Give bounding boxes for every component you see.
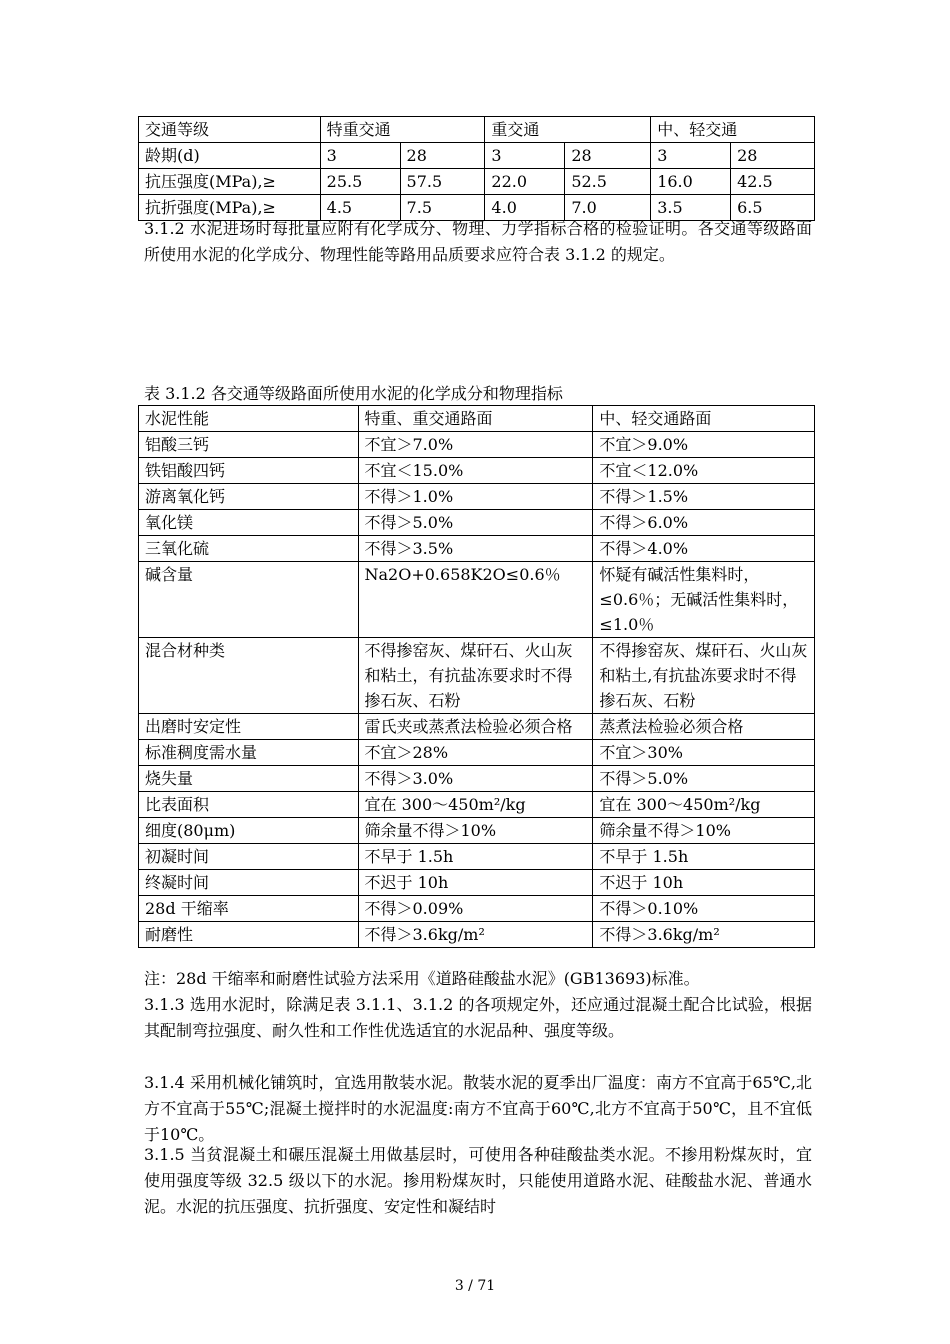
page-number: 3 / 71 [454,1278,496,1294]
table-row [139,458,815,484]
table-cell: 不得＞1.0% [358,484,593,510]
table-cell: 25.5 [320,169,400,195]
table-row [139,510,815,536]
table-row [139,870,815,896]
table-cell: 3 [651,143,731,169]
table-cell: 不宜＞28% [358,740,593,766]
table-cell: 不得＞1.5% [593,484,815,510]
table-cell: 烧失量 [139,766,359,792]
table-cell: 重交通 [485,117,651,143]
table-cell: 6.5 [731,195,815,221]
table-cell: 特重交通 [320,117,485,143]
table-row [139,740,815,766]
table-note: 注：28d 干缩率和耐磨性试验方法采用《道路硅酸盐水泥》(GB13693)标准。 [144,969,700,988]
table-cell: 22.0 [485,169,565,195]
table-row [139,766,815,792]
table-cell: 不宜＞30% [593,740,815,766]
table-cell: 蒸煮法检验必须合格 [593,714,815,740]
table-cell: 宜在 300～450m²/kg [358,792,593,818]
table-row [139,143,815,169]
table-cell: 铁铝酸四钙 [139,458,359,484]
table-cell: 不得＞5.0% [593,766,815,792]
table-caption: 表 3.1.2 各交通等级路面所使用水泥的化学成分和物理指标 [144,384,563,403]
table-row [139,169,815,195]
table-cell: 不得＞3.5% [358,536,593,562]
table-row [139,117,815,143]
table-row [139,562,815,638]
table-cell: 4.0 [485,195,565,221]
table-cell: 不得＞0.10% [593,896,815,922]
table-cell: 氧化镁 [139,510,359,536]
table-cell: 游离氧化钙 [139,484,359,510]
table-cell: 3 [320,143,400,169]
table-cell: 筛余量不得＞10% [358,818,593,844]
table-cell: 57.5 [400,169,485,195]
table-cell: 抗折强度(MPa),≥ [139,195,321,221]
table-row [139,714,815,740]
table-cell: 终凝时间 [139,870,359,896]
table-cell: 不得＞5.0% [358,510,593,536]
table-cell: 3 [485,143,565,169]
table-cell: 耐磨性 [139,922,359,948]
table-cell: 不得＞6.0% [593,510,815,536]
table-cell: 不早于 1.5h [593,844,815,870]
table-cell: 28 [565,143,651,169]
table-row [139,638,815,714]
table-cell: 不宜＞9.0% [593,432,815,458]
table-cell: 宜在 300～450m²/kg [593,792,815,818]
table-cell: 不宜＜12.0% [593,458,815,484]
table-cell: 不得掺窑灰、煤矸石、火山灰和粘土，有抗盐冻要求时不得掺石灰、石粉 [358,638,593,714]
table-cell: 标准稠度需水量 [139,740,359,766]
table-cell: 抗压强度(MPa),≥ [139,169,321,195]
table-body [139,432,815,948]
table-header-cell: 中、轻交通路面 [593,406,815,432]
table-cell: 不得＞3.0% [358,766,593,792]
table-cell: 7.0 [565,195,651,221]
table-cell: 三氧化硫 [139,536,359,562]
table-cell: 出磨时安定性 [139,714,359,740]
table-cell: 比表面积 [139,792,359,818]
cement-properties-table [138,405,815,948]
table-row [139,818,815,844]
table-cell: 不迟于 10h [593,870,815,896]
table-cell: 28d 干缩率 [139,896,359,922]
table-cell: 28 [731,143,815,169]
table-row [139,844,815,870]
paragraph-3-1-2: 3.1.2 水泥进场时每批量应附有化学成分、物理、力学指标合格的检验证明。各交通等级路面所使用水泥的化学成分、物理性能等路用品质要求应符合表 3.1.2 的规定。 [144,219,812,264]
table-cell: 交通等级 [139,117,321,143]
table-cell: 不宜＞7.0% [358,432,593,458]
table-cell: 16.0 [651,169,731,195]
table-cell: 不得＞3.6kg/m² [358,922,593,948]
table-row [139,792,815,818]
table-header-cell: 水泥性能 [139,406,359,432]
table-cell: 怀疑有碱活性集料时，≤0.6％；无碱活性集料时，≤1.0％ [593,562,815,638]
table-cell: 细度(80μm) [139,818,359,844]
table-header-cell: 特重、重交通路面 [358,406,593,432]
table-cell: 龄期(d) [139,143,321,169]
table-cell: 4.5 [320,195,400,221]
table-cell: 不得＞0.09% [358,896,593,922]
table-cell: 碱含量 [139,562,359,638]
table-row [139,536,815,562]
table-cell: 筛余量不得＞10% [593,818,815,844]
table-cell: 42.5 [731,169,815,195]
table-cell: 铝酸三钙 [139,432,359,458]
table-cell: 不迟于 10h [358,870,593,896]
table-cell: 初凝时间 [139,844,359,870]
paragraph-3-1-4: 3.1.4 采用机械化铺筑时，宜选用散装水泥。散装水泥的夏季出厂温度：南方不宜高于65℃,北方不宜高于55℃;混凝土搅拌时的水泥温度:南方不宜高于60℃,北方不宜高于50℃，且不宜低于10℃。 [144,1073,812,1144]
table-cell: 不早于 1.5h [358,844,593,870]
paragraph-3-1-3: 3.1.3 选用水泥时，除满足表 3.1.1、3.1.2 的各项规定外，还应通过混凝土配合比试验，根据其配制弯拉强度、耐久性和工作性优选适宜的水泥品种、强度等级。 [144,995,812,1040]
table-cell: 7.5 [400,195,485,221]
table-cell: 混合材种类 [139,638,359,714]
table-cell: 52.5 [565,169,651,195]
table-cell: 不得掺窑灰、煤矸石、火山灰和粘土,有抗盐冻要求时不得掺石灰、石粉 [593,638,815,714]
table-cell: 中、轻交通 [651,117,815,143]
cement-strength-table [138,116,815,221]
table-cell: 雷氏夹或蒸煮法检验必须合格 [358,714,593,740]
table-row [139,432,815,458]
table-header-row [139,406,815,432]
table-cell: 不得＞4.0% [593,536,815,562]
paragraph-3-1-5: 3.1.5 当贫混凝土和碾压混凝土用做基层时，可使用各种硅酸盐类水泥。不掺用粉煤灰时，宜使用强度等级 32.5 级以下的水泥。掺用粉煤灰时，只能使用道路水泥、硅酸盐水泥、普通水泥。水泥的抗压强度、抗折强度、安定性和凝结时 [144,1145,812,1216]
table-row [139,896,815,922]
table-cell: 28 [400,143,485,169]
table-cell: 不宜＜15.0% [358,458,593,484]
table-row [139,922,815,948]
table-cell: 3.5 [651,195,731,221]
table-row [139,484,815,510]
table-cell: Na2O+0.658K2O≤0.6％ [358,562,593,638]
table-cell: 不得＞3.6kg/m² [593,922,815,948]
